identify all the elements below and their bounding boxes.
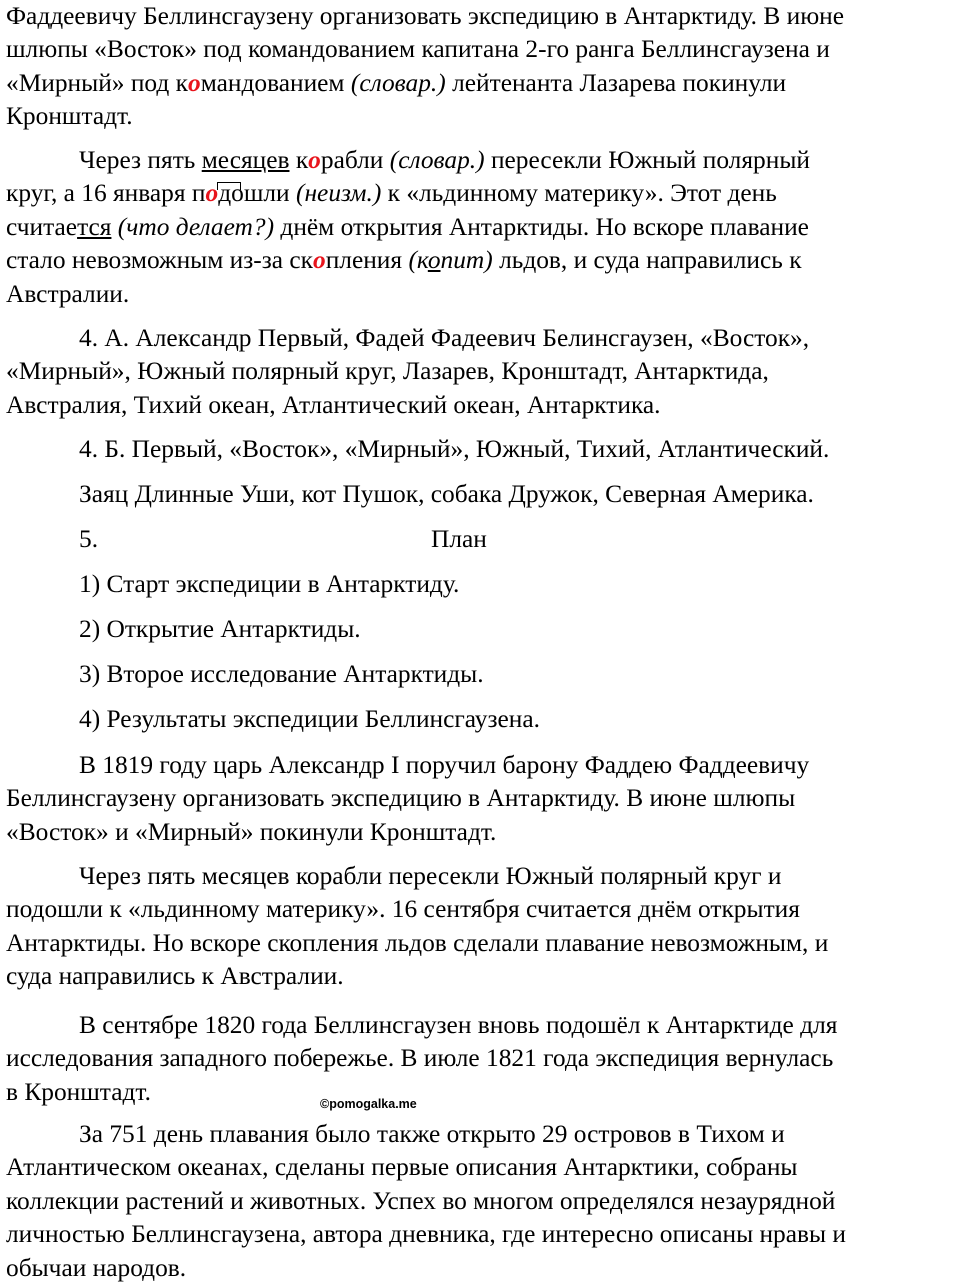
text-line: коллекции растений и животных. Успех во многом определялся незаурядной <box>6 1186 836 1215</box>
text-fragment: льдов, и суда направились к <box>499 246 802 275</box>
text-fragment: пересекли Южный полярный <box>490 146 810 174</box>
text-line <box>6 67 956 100</box>
text-fragment: пит) <box>440 246 493 275</box>
text-fragment: к «льдинному материку». Этот день <box>387 179 777 208</box>
text-line: Австралии. <box>6 279 130 308</box>
annotation-note: (словар.) <box>350 68 446 97</box>
answer-4b <box>6 433 956 466</box>
text-line: В сентябре 1820 года Беллинсгаузен вновь подошёл к Антарктиде для <box>79 1011 838 1039</box>
annotation-note <box>408 246 492 274</box>
retelling-paragraph-1 <box>6 749 956 849</box>
text-fragment: считае <box>6 212 78 241</box>
text-fragment: мандованием <box>200 68 345 97</box>
text-line: Через пять месяцев корабли пересекли Южный полярный круг и <box>79 862 782 890</box>
text-fragment: днём открытия Антарктиды. Но вскоре плавание <box>280 212 809 241</box>
text-line: суда направились к Австралии. <box>6 962 344 991</box>
plan-item <box>6 613 956 646</box>
text-line <box>6 244 956 277</box>
text-line: В 1819 году царь Александр I поручил барону Фаддею Фаддеевичу <box>79 751 810 779</box>
text-line: «Мирный», Южный полярный круг, Лазарев, Кронштадт, Антарктида, <box>6 357 769 386</box>
underlined-word: месяцев <box>201 146 290 174</box>
retelling-paragraph-4 <box>6 1118 956 1285</box>
paragraph-intro <box>6 0 956 134</box>
plan-item <box>6 658 956 691</box>
text-line <box>6 211 956 244</box>
highlighted-vowel: о <box>312 246 326 275</box>
text-line: 4. Б. Первый, «Восток», «Мирный», Южный, Тихий, Атлантический. <box>79 435 830 463</box>
text-fragment: круг, а 16 января п <box>6 179 206 208</box>
text-line: подошли к «льдинному материку». 16 сентября считается днём открытия <box>6 895 800 924</box>
text-line: обычаи народов. <box>6 1253 187 1282</box>
text-line <box>6 523 956 556</box>
retelling-paragraph-3 <box>6 1009 956 1109</box>
text-line: Фаддеевичу Беллинсгаузену организовать экспедицию в Антарктиду. В июне <box>6 2 845 30</box>
retelling-paragraph-2 <box>6 860 956 994</box>
text-line: Кронштадт. <box>6 102 133 131</box>
plan-item <box>6 568 956 601</box>
text-fragment: шли <box>243 179 290 208</box>
text-fragment: рабли <box>320 146 384 174</box>
highlighted-vowel: о <box>308 146 321 174</box>
stressed-vowel: о <box>427 246 441 275</box>
text-line: Австралия, Тихий океан, Атлантический океан, Антарктика. <box>6 390 661 419</box>
root-mark: до <box>218 179 244 208</box>
text-line: Заяц Длинные Уши, кот Пушок, собака Дружок, Северная Америка. <box>79 480 814 508</box>
text-line <box>6 144 956 177</box>
annotation-note: (неизм.) <box>296 179 382 208</box>
text-fragment: «Мирный» под к <box>6 68 188 97</box>
text-line: 4) Результаты экспедиции Беллинсгаузена. <box>79 705 540 733</box>
text-fragment: к <box>289 146 309 174</box>
annotation-note: (словар.) <box>389 146 485 174</box>
text-line: исследования западного побережье. В июле 1821 года экспедиция вернулась <box>6 1044 834 1073</box>
text-fragment: (к <box>408 246 428 275</box>
text-line: в Кронштадт. <box>6 1077 151 1106</box>
plan-number: 5. <box>79 525 99 553</box>
underlined-suffix: тся <box>77 212 112 241</box>
text-line: 1) Старт экспедиции в Антарктиду. <box>79 570 460 598</box>
answer-4a <box>6 322 956 422</box>
text-line <box>6 177 956 210</box>
text-line: За 751 день плавания было также открыто 29 островов в Тихом и <box>79 1120 785 1148</box>
text-fragment: пления <box>325 246 403 275</box>
answer-4b-list <box>6 478 956 511</box>
text-line: «Восток» и «Мирный» покинули Кронштадт. <box>6 817 497 846</box>
watermark: ©pomogalka.me <box>320 1097 417 1111</box>
text-line: 2) Открытие Антарктиды. <box>79 615 361 643</box>
plan-title: План <box>431 525 487 553</box>
text-line: 4. А. Александр Первый, Фадей Фадеевич Белинсгаузен, «Восток», <box>79 324 810 352</box>
text-fragment: стало невозможным из-за ск <box>6 246 313 275</box>
text-line: личностью Беллинсгаузена, автора дневника, где интересно описаны нравы и <box>6 1220 847 1249</box>
text-line: Антарктиды. Но вскоре скопления льдов сделали плавание невозможным, и <box>6 928 829 957</box>
paragraph-annotated <box>6 144 956 311</box>
text-fragment: Через пять <box>79 146 202 174</box>
text-line: Атлантическом океанах, сделаны первые описания Антарктики, собраны <box>6 1153 798 1182</box>
plan-item <box>6 703 956 736</box>
text-line: 3) Второе исследование Антарктиды. <box>79 660 484 688</box>
highlighted-vowel: о <box>205 179 219 208</box>
text-line: Беллинсгаузену организовать экспедицию в Антарктиду. В июне шлюпы <box>6 784 796 813</box>
highlighted-vowel: о <box>188 68 201 97</box>
plan-heading <box>6 523 956 556</box>
text-fragment: лейтенанта Лазарева покинули <box>452 68 787 97</box>
text-line: шлюпы «Восток» под командованием капитана 2-го ранга Беллинсгаузена и <box>6 35 830 64</box>
annotation-note: (что делает?) <box>117 212 275 241</box>
